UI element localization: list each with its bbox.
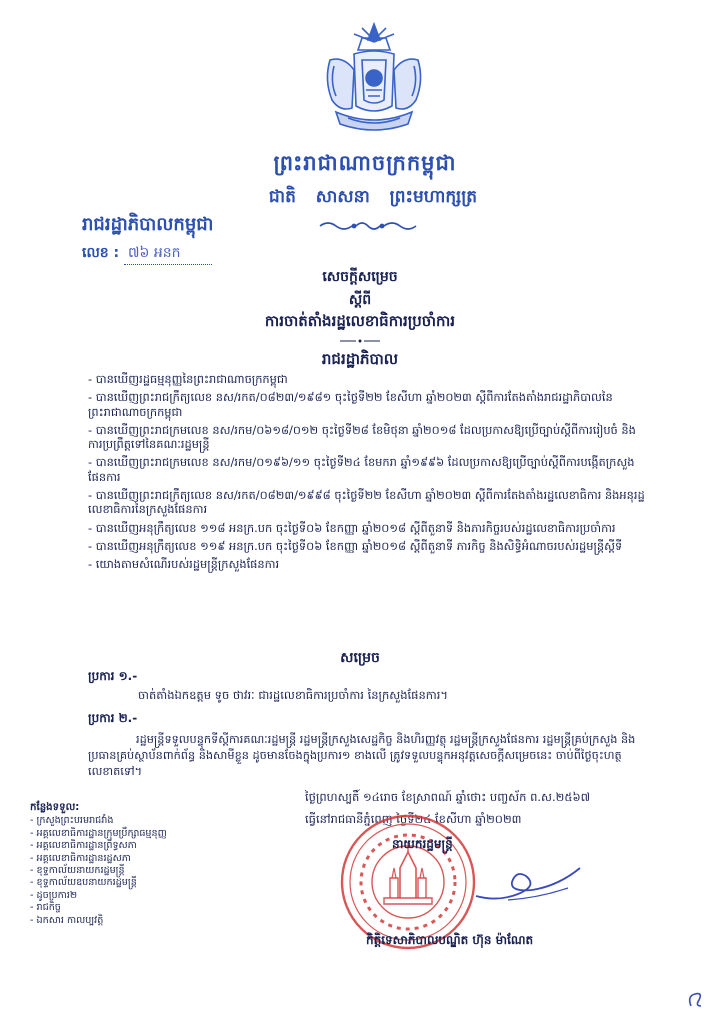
royal-emblem: [318, 20, 430, 138]
recital-item: - បានឃើញព្រះរាជក្រមលេខ នស/រកម/០៦១៨/០១២ ចុះថ្ងៃទី២៨ ខែមិថុនា ឆ្នាំ២០១៨ ដែលប្រកាសឱ្យប្រើច្បាប់ស្តីពីការរៀបចំ និងការប្រព្រឹត្តទៅនៃគណៈរដ្ឋមន្ត្រី: [88, 422, 636, 452]
title-separator: [340, 338, 380, 344]
recitals-list: [88, 372, 648, 576]
doc-title-subject: ការចាត់តាំងរដ្ឋលេខាធិការប្រចាំការ: [264, 312, 456, 330]
recipient-item: - ខុទ្ទកាល័យឧបនាយករដ្ឋមន្ត្រី: [30, 877, 137, 889]
prime-minister-title: នាយករដ្ឋមន្ត្រី: [392, 837, 453, 851]
recital-item: - បានឃើញរដ្ឋធម្មនុញ្ញនៃព្រះរាជាណាចក្រកម្ពុជា: [88, 372, 288, 386]
place-date: ធ្វើនៅរាជធានីភ្នំពេញ ថ្ងៃទី២៤ ខែសីហា ឆ្នាំ២០២៣: [305, 812, 522, 826]
ornamental-divider: [318, 218, 418, 232]
initial-mark: [685, 988, 707, 1010]
signatory-name: កិត្តិទេសាភិបាលបណ្ឌិត ហ៊ុន ម៉ាណែត: [366, 933, 534, 947]
article-2-label: ប្រការ ២.-: [88, 711, 138, 725]
issuing-authority: រាជរដ្ឋាភិបាល: [321, 350, 399, 368]
article-2-body: រដ្ឋមន្ត្រីទទួលបន្ទុកទីស្តីការគណៈរដ្ឋមន្ត្រី រដ្ឋមន្ត្រីក្រសួងសេដ្ឋកិច្ច និងហិរញ្ញវត្ថុ រដ្ឋមន្ត្រីក្រសួងផែនការ រដ្ឋមន្ត្រីគ្រប់ក្រសួង និងប្រធានគ្រប់ស្ថាប័នពាក់ព័ន្ធ និងសាមីខ្លួន ដូចមានចែងក្នុងប្រការ១ ខាងលើ ត្រូវទទួលបន្ទុកអនុវត្តសេចក្តីសម្រេចនេះ ចាប់ពីថ្ងៃចុះហត្ថលេខាតទៅ។: [88, 733, 636, 778]
recipient-item: - ដូចប្រការ២: [30, 889, 78, 901]
decision-heading: សម្រេច: [340, 650, 380, 666]
national-motto: ជាតិ សាសនា ព្រះមហាក្សត្រ: [268, 187, 478, 207]
doc-title-on: ស្តីពី: [348, 292, 372, 308]
number-label: លេខ :: [82, 245, 120, 261]
lunar-date: ថ្ងៃព្រហស្បតិ៍ ១៤រោច ខែស្រាពណ៍ ឆ្នាំថោះ បញ្ចស័ក ព.ស.២៥៦៧: [305, 790, 591, 804]
official-seal: [338, 812, 478, 952]
recipient-item: - ឯកសារ កាលប្បវត្តិ: [30, 914, 104, 926]
recital-item: - បានឃើញព្រះរាជក្រឹត្យលេខ នស/រកត/០៨២៣/១៩៨១ ចុះថ្ងៃទី២២ ខែសីហា ឆ្នាំ២០២៣ ស្តីពីការតែងតាំងរាជរដ្ឋាភិបាលនៃព្រះរាជាណាចក្រកម្ពុជា: [88, 390, 613, 419]
recipient-item: - អគ្គលេខាធិការដ្ឋានរដ្ឋសភា: [30, 852, 131, 864]
recipient-item: - ក្រសួងព្រះបរមរាជវាំង: [30, 815, 114, 827]
recital-item: - បានឃើញអនុក្រឹត្យលេខ ១១៩ អនក្រ.បក ចុះថ្ងៃទី០៦ ខែកញ្ញា ឆ្នាំ២០១៨ ស្តីពីតួនាទី ភារកិច្ច និងសិទ្ធិអំណាចរបស់រដ្ឋមន្ត្រីស្តីទី: [88, 538, 623, 553]
doc-title-decision: សេចក្តីសម្រេច: [322, 269, 398, 285]
recipient-item: - អគ្គលេខាធិការដ្ឋានព្រឹទ្ធសភា: [30, 840, 137, 852]
recipients-list: [30, 802, 180, 927]
document-number: [82, 243, 212, 265]
recipients-heading: កន្លែងទទួល:: [30, 802, 80, 813]
recipient-item: - អគ្គលេខាធិការដ្ឋានក្រុមប្រឹក្សាធម្មនុញ្ញ: [30, 827, 167, 839]
handwritten-signature: [468, 858, 588, 906]
recital-item: - បានឃើញអនុក្រឹត្យលេខ ១១៨ អនក្រ.បក ចុះថ្ងៃទី០៦ ខែកញ្ញា ឆ្នាំ២០១៨ ស្តីពីតួនាទី និងភារកិច្ចរបស់រដ្ឋលេខាធិការប្រចាំការ: [88, 520, 616, 535]
government-name: រាជរដ្ឋាភិបាលកម្ពុជា: [82, 214, 214, 235]
recipient-item: - ខុទ្ទកាល័យនាយករដ្ឋមន្ត្រី: [30, 865, 125, 877]
number-value: ៧៦ អនក: [124, 243, 212, 265]
article-1-label: ប្រការ ១.-: [88, 669, 138, 683]
recital-item: - បានឃើញព្រះរាជក្រមលេខ នស/រកម/០១៩៦/១១ ចុះថ្ងៃទី២៤ ខែមករា ឆ្នាំ១៩៩៦ ដែលប្រកាសឱ្យប្រើច្បាប់ស្តីពីការបង្កើតក្រសួងផែនការ: [88, 455, 635, 484]
recipient-item: - រាជកិច្ច: [30, 902, 61, 914]
recital-item: - យោងតាមសំណើរបស់រដ្ឋមន្ត្រីក្រសួងផែនការ: [88, 557, 280, 572]
article-1-body: ចាត់តាំងឯកឧត្តម ទូច ថាវរៈ ជារដ្ឋលេខាធិការប្រចាំការ នៃក្រសួងផែនការ។: [138, 688, 448, 702]
recital-item: - បានឃើញព្រះរាជក្រឹត្យលេខ នស/រកត/០៨២៣/១៩៩៨ ចុះថ្ងៃទី២២ ខែសីហា ឆ្នាំ២០២៣ ស្តីពីការតែងតាំងរដ្ឋលេខាធិការ និងអនុរដ្ឋលេខាធិការនៃក្រសួងផែនការ: [88, 488, 645, 517]
kingdom-heading: ព្រះរាជាណាចក្រកម្ពុជា: [273, 151, 457, 175]
